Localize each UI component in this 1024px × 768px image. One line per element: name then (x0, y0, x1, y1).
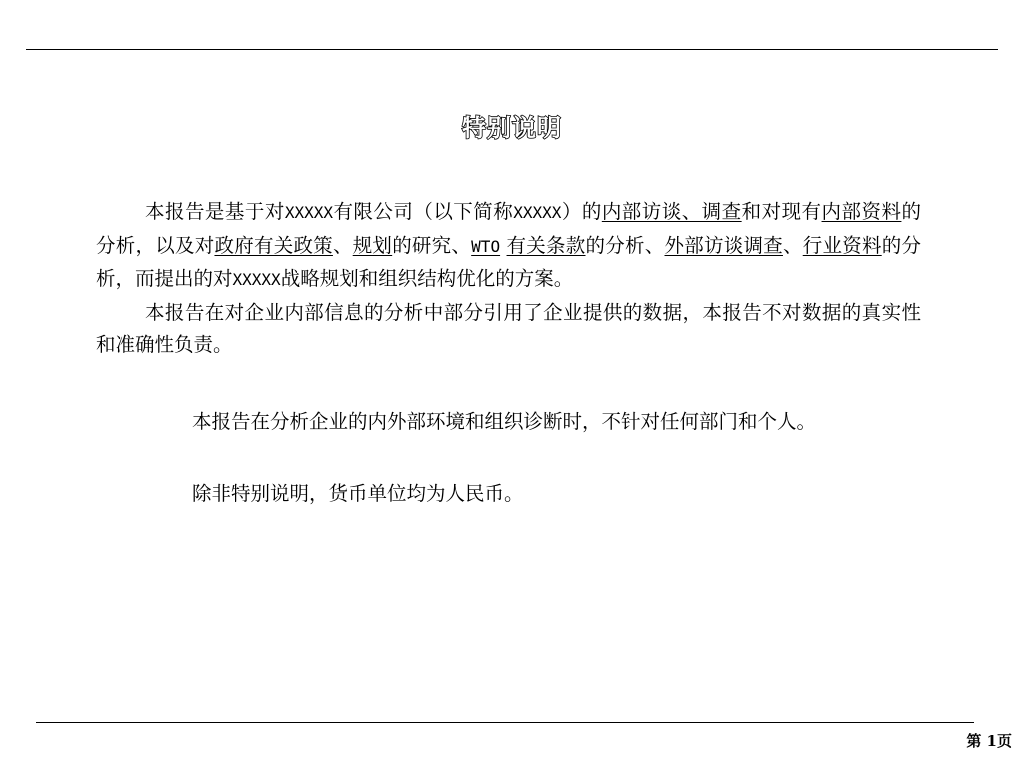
text-run: 战略规划和组织结构优化的方案。 (280, 267, 574, 290)
paragraph-basis (96, 196, 921, 297)
company-placeholder: XXXXX (232, 270, 281, 289)
text-run: 的分析、 (585, 233, 665, 257)
underlined-term: 外部访谈调查 (664, 233, 783, 257)
underlined-term: 规划 (352, 233, 393, 257)
underlined-term: 政府有关政策 (214, 233, 333, 257)
body-text (96, 196, 921, 362)
page-title: 特别说明 (462, 114, 562, 142)
paragraph-neutrality: 本报告在分析企业的内外部环境和组织诊断时，不针对任何部门和个人。 (192, 410, 817, 433)
company-placeholder: XXXXX (513, 203, 562, 222)
footer-rule (36, 722, 974, 723)
text-run: 和对现有 (741, 200, 822, 223)
text-run: 、 (332, 233, 353, 257)
paragraph-data-disclaimer: 本报告在对企业内部信息的分析中部分引用了企业提供的数据，本报告不对数据的真实性和准确性负责。 (96, 300, 921, 356)
text-run: 的分析，以及对 (96, 200, 921, 257)
underlined-term: 有关条款 (506, 233, 586, 257)
page-number: 第 1页 (966, 732, 1012, 750)
text-run: 的分析，而提出的对 (96, 233, 921, 290)
header-rule (26, 49, 998, 50)
text-run: 有限公司（以下简称 (332, 200, 514, 223)
underlined-term: 内部访谈、调查 (601, 200, 742, 223)
text-run: ）的 (561, 200, 602, 223)
text-run: 的研究、 (392, 233, 472, 257)
company-placeholder: XXXXX (284, 203, 333, 222)
text-run: 、 (782, 233, 803, 257)
underlined-term: 行业资料 (802, 233, 882, 257)
underlined-term: WTO (471, 236, 501, 256)
paragraph-currency: 除非特别说明，货币单位均为人民币。 (192, 482, 524, 505)
underlined-term: 内部资料 (821, 200, 902, 223)
text-run: 本报告是基于对 (145, 200, 285, 223)
